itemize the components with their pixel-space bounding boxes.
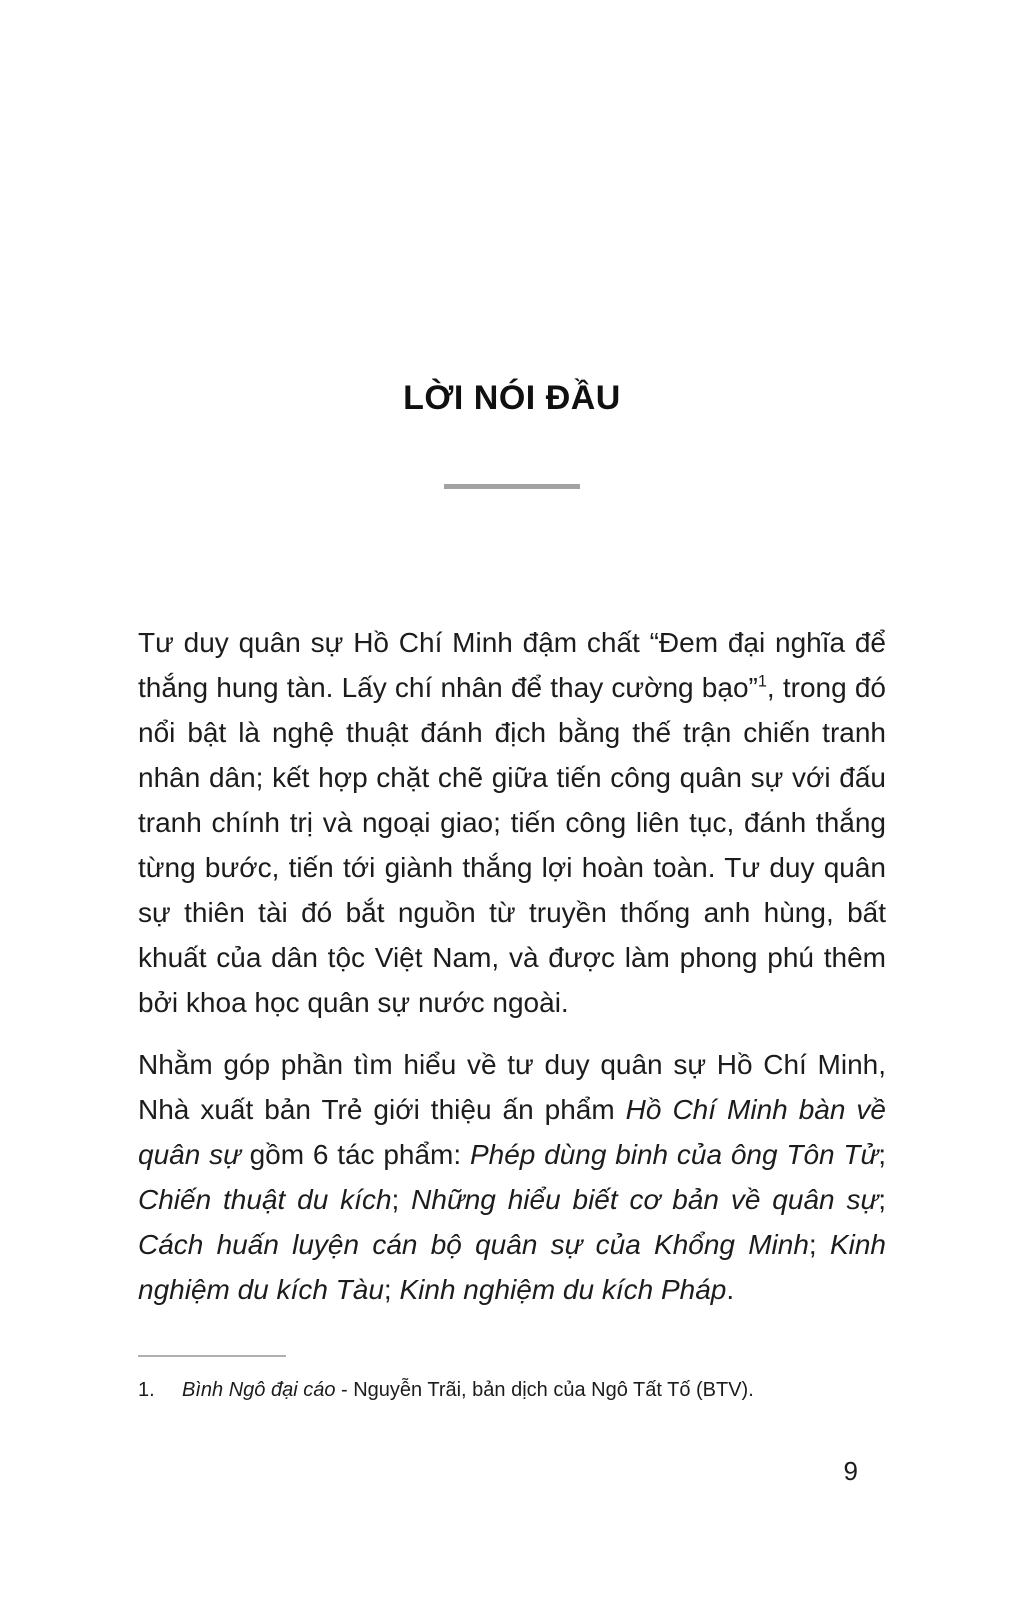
- text-run: , trong đó nổi bật là nghệ thuật đánh địch bằng thế trận chiến tranh nhân dân; kết hợp chặt chẽ giữa tiến công quân sự với đấu tranh chính trị và ngoại giao; tiến công liên tục, đánh thắng từng bước, tiến tới giành thắng lợi hoàn toàn. Tư duy quân sự thiên tài đó bắt nguồn từ truyền thống anh hùng, bất khuất của dân tộc Việt Nam, và được làm phong phú thêm bởi khoa học quân sự nước ngoài.: [138, 672, 887, 1018]
- italic-text-run: Hồ Chí Minh bàn về quân sự: [138, 1094, 886, 1170]
- italic-text-run: Kinh nghiệm du kích Tàu: [138, 1229, 886, 1305]
- text-run: ;: [878, 1139, 886, 1170]
- title-divider: [444, 484, 580, 489]
- italic-text-run: Bình Ngô đại cáo: [182, 1379, 336, 1401]
- italic-text-run: Kinh nghiệm du kích Pháp: [399, 1274, 727, 1305]
- text-run: .: [726, 1274, 735, 1305]
- footnote: [138, 1376, 886, 1404]
- italic-text-run: Phép dùng binh của ông Tôn Tử: [469, 1139, 879, 1170]
- paragraph: [138, 1042, 886, 1312]
- text-run: - Nguyễn Trãi, bản dịch của Ngô Tất Tố (BTV).: [335, 1379, 754, 1401]
- text-run: ;: [878, 1184, 886, 1215]
- text-run: Tư duy quân sự Hồ Chí Minh đậm chất “Đem đại nghĩa để thắng hung tàn. Lấy chí nhân để thay cường bạo”: [138, 627, 886, 703]
- text-run: ;: [391, 1184, 412, 1215]
- italic-text-run: Cách huấn luyện cán bộ quân sự của Khổng Minh: [138, 1229, 809, 1260]
- text-run: gồm 6 tác phẩm:: [240, 1139, 470, 1170]
- chapter-title: LỜI NÓI ĐẦU: [403, 379, 621, 417]
- text-run: Nhằm góp phần tìm hiểu về tư duy quân sự Hồ Chí Minh, Nhà xuất bản Trẻ giới thiệu ấn phẩm: [138, 1049, 886, 1125]
- footnote-divider: [138, 1355, 286, 1357]
- footnote-reference: 1: [757, 672, 767, 691]
- footnote-text: [182, 1376, 886, 1404]
- footnote-marker: 1.: [138, 1379, 155, 1401]
- italic-text-run: Chiến thuật du kích: [138, 1184, 392, 1215]
- italic-text-run: Những hiểu biết cơ bản về quân sự: [411, 1184, 879, 1215]
- page-number: 9: [843, 1456, 858, 1486]
- paragraph: [138, 620, 886, 1025]
- body-text: [138, 620, 886, 1329]
- text-run: ;: [383, 1274, 400, 1305]
- text-run: ;: [808, 1229, 830, 1260]
